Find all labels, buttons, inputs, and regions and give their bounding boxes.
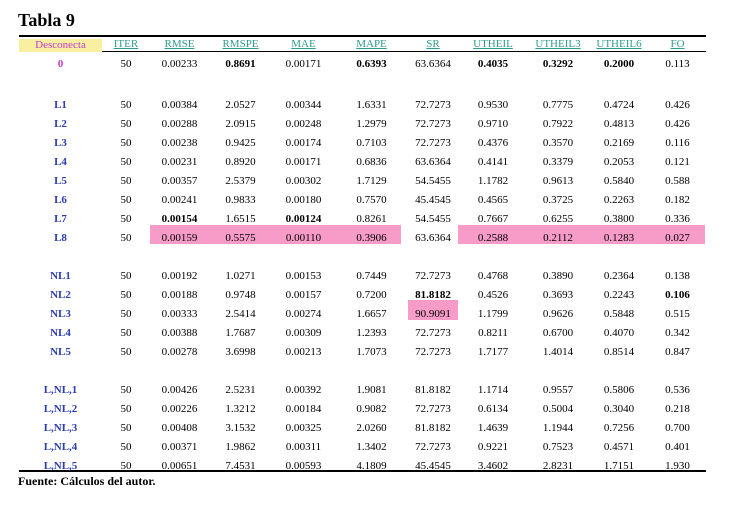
- table-cell: 0.9082: [356, 403, 387, 415]
- table-cell: 0.3693: [542, 289, 574, 301]
- table-cell: 1.7687: [225, 327, 256, 339]
- table-cell: 0.6393: [356, 58, 387, 70]
- table-cell: 0.4070: [603, 327, 635, 339]
- column-header-4: MAE: [291, 38, 316, 50]
- table-cell: 2.8231: [542, 460, 574, 472]
- table-cell: 0.00110: [285, 232, 322, 244]
- table-cell: 0.00388: [161, 327, 198, 339]
- table-cell: 0.5575: [225, 232, 256, 244]
- row-label: 0: [57, 58, 64, 70]
- table-cell: 0.8691: [225, 58, 256, 70]
- table-cell: 50: [120, 175, 132, 187]
- table-cell: 1.6657: [356, 308, 387, 320]
- row-label: NL4: [50, 327, 71, 339]
- table-cell: 50: [120, 441, 132, 453]
- table-cell: 0.00153: [285, 270, 322, 282]
- table-cell: 0.336: [665, 213, 690, 225]
- row-label: L,NL,2: [43, 403, 78, 415]
- table-cell: 0.9221: [477, 441, 509, 453]
- table-cell: 0.8261: [356, 213, 387, 225]
- table-cell: 90.9091: [415, 308, 451, 320]
- table-cell: 1.7073: [356, 346, 387, 358]
- table-cell: 0.6836: [356, 156, 387, 168]
- table-cell: 0.5004: [542, 403, 574, 415]
- table-cell: 0.4035: [477, 58, 509, 70]
- table-cell: 0.00408: [161, 422, 198, 434]
- table-cell: 81.8182: [415, 422, 451, 434]
- table-cell: 0.116: [665, 137, 690, 149]
- row-label: NL5: [50, 346, 71, 358]
- row-label: L,NL,3: [43, 422, 78, 434]
- table-cell: 0.9710: [477, 118, 509, 130]
- table-cell: 0.2112: [543, 232, 573, 244]
- row-label: L,NL,5: [43, 460, 78, 472]
- table-cell: 72.7273: [415, 99, 451, 111]
- table-cell: 0.00241: [161, 194, 198, 206]
- table-cell: 50: [120, 327, 132, 339]
- table-cell: 0.00302: [285, 175, 322, 187]
- row-label: L8: [54, 232, 67, 244]
- table-cell: 0.426: [665, 118, 690, 130]
- table-cell: 0.3906: [356, 232, 387, 244]
- table-cell: 63.6364: [415, 58, 451, 70]
- table-cell: 0.9557: [542, 384, 574, 396]
- table-cell: 0.00333: [161, 308, 198, 320]
- row-label: L7: [54, 213, 67, 225]
- table-cell: 0.2000: [603, 58, 635, 70]
- table-cell: 50: [120, 270, 132, 282]
- table-cell: 1.0271: [225, 270, 256, 282]
- table-cell: 63.6364: [415, 156, 451, 168]
- table-cell: 0.00171: [285, 156, 322, 168]
- table-cell: 0.342: [665, 327, 690, 339]
- table-cell: 0.588: [665, 175, 690, 187]
- table-cell: 72.7273: [415, 137, 451, 149]
- table-cell: 1.6515: [225, 213, 256, 225]
- table-cell: 0.138: [665, 270, 690, 282]
- table-cell: 0.6255: [542, 213, 574, 225]
- row-label: L1: [54, 99, 67, 111]
- table-cell: 0.847: [665, 346, 690, 358]
- row-label: L2: [54, 118, 67, 130]
- table-cell: 0.00288: [161, 118, 198, 130]
- table-cell: 50: [120, 156, 132, 168]
- table-cell: 0.4813: [603, 118, 635, 130]
- table-cell: 1.7129: [356, 175, 387, 187]
- table-cell: 1.9862: [225, 441, 256, 453]
- table-cell: 72.7273: [415, 270, 451, 282]
- source-note: Fuente: Cálculos del autor.: [18, 474, 156, 488]
- table-cell: 0.00344: [285, 99, 322, 111]
- table-cell: 0.00180: [285, 194, 322, 206]
- table-cell: 1.2393: [356, 327, 387, 339]
- row-label: NL2: [50, 289, 71, 301]
- table-cell: 0.5840: [603, 175, 635, 187]
- table-cell: 0.00309: [285, 327, 322, 339]
- table-cell: 1.4639: [477, 422, 509, 434]
- table-cell: 0.2243: [603, 289, 635, 301]
- row-label: L6: [54, 194, 67, 206]
- table-cell: 3.1532: [225, 422, 256, 434]
- table-cell: 0.027: [665, 232, 690, 244]
- table-cell: 0.8920: [225, 156, 256, 168]
- row-label: NL1: [50, 270, 71, 282]
- column-header-2: RMSE: [164, 38, 195, 50]
- table-cell: 0.4565: [477, 194, 509, 206]
- table-title: Tabla 9: [18, 10, 75, 30]
- table-cell: 0.426: [665, 99, 690, 111]
- column-header-9: UTHEIL6: [596, 38, 642, 50]
- table-cell: 0.7667: [477, 213, 509, 225]
- table-cell: 0.4571: [603, 441, 635, 453]
- row-label: L4: [54, 156, 67, 168]
- table-cell: 50: [120, 384, 132, 396]
- table-cell: 1.9081: [356, 384, 387, 396]
- table-cell: 72.7273: [415, 327, 451, 339]
- table-cell: 0.00311: [285, 441, 322, 453]
- table-cell: 2.0260: [356, 422, 387, 434]
- table-cell: 1.6331: [356, 99, 387, 111]
- table-cell: 0.00174: [285, 137, 322, 149]
- table-cell: 0.00278: [161, 346, 198, 358]
- table-cell: 54.5455: [415, 213, 451, 225]
- table-cell: 50: [120, 289, 132, 301]
- table-cell: 4.1809: [356, 460, 387, 472]
- table-cell: 0.00392: [285, 384, 322, 396]
- table-cell: 0.9530: [477, 99, 509, 111]
- table-cell: 0.9425: [225, 137, 256, 149]
- table-cell: 1.3212: [225, 403, 256, 415]
- table-cell: 0.00184: [285, 403, 322, 415]
- table-cell: 0.9748: [225, 289, 256, 301]
- table-cell: 45.4545: [415, 194, 451, 206]
- table-cell: 50: [120, 460, 132, 472]
- table-cell: 50: [120, 213, 132, 225]
- table-cell: 1.7177: [477, 346, 509, 358]
- table-cell: 0.2053: [603, 156, 635, 168]
- table-cell: 50: [120, 99, 132, 111]
- table-cell: 0.00157: [285, 289, 322, 301]
- table-cell: 0.7570: [356, 194, 387, 206]
- table-cell: 0.7523: [542, 441, 574, 453]
- table-cell: 0.9626: [542, 308, 574, 320]
- table-cell: 2.5414: [225, 308, 256, 320]
- table-cell: 0.401: [665, 441, 690, 453]
- table-cell: 3.4602: [477, 460, 509, 472]
- table-cell: 0.00233: [161, 58, 198, 70]
- table-cell: 0.00124: [285, 213, 322, 225]
- column-header-10: FO: [670, 38, 685, 50]
- table-cell: 81.8182: [415, 384, 451, 396]
- table-cell: 50: [120, 232, 132, 244]
- table-cell: 0.7256: [603, 422, 635, 434]
- table-cell: 0.00171: [285, 58, 322, 70]
- table-cell: 0.218: [665, 403, 690, 415]
- table-cell: 0.00192: [161, 270, 198, 282]
- table-cell: 0.3040: [603, 403, 635, 415]
- table-cell: 63.6364: [415, 232, 451, 244]
- table-cell: 1.2979: [356, 118, 387, 130]
- table-cell: 0.113: [665, 58, 690, 70]
- table-cell: 0.00593: [285, 460, 322, 472]
- column-header-7: UTHEIL: [473, 38, 513, 50]
- table-cell: 0.4768: [477, 270, 509, 282]
- table-cell: 0.00238: [161, 137, 198, 149]
- table-cell: 1.1714: [477, 384, 509, 396]
- table-cell: 0.00325: [285, 422, 322, 434]
- table-cell: 72.7273: [415, 441, 451, 453]
- table-cell: 0.5806: [603, 384, 635, 396]
- table-cell: 0.6134: [477, 403, 509, 415]
- table-cell: 0.9833: [225, 194, 256, 206]
- table-cell: 0.3725: [542, 194, 574, 206]
- table-cell: 0.7449: [356, 270, 387, 282]
- table-cell: 0.9613: [542, 175, 574, 187]
- data-table: [19, 35, 706, 472]
- table-cell: 50: [120, 118, 132, 130]
- row-label: L3: [54, 137, 67, 149]
- table-cell: 0.00154: [161, 213, 198, 225]
- table-cell: 81.8182: [415, 289, 451, 301]
- table-cell: 0.00213: [285, 346, 322, 358]
- table-cell: 0.121: [665, 156, 690, 168]
- table-cell: 1.4014: [542, 346, 574, 358]
- table-cell: 0.00248: [285, 118, 322, 130]
- table-cell: 50: [120, 403, 132, 415]
- table-cell: 3.6998: [225, 346, 256, 358]
- table-cell: 0.3292: [542, 58, 574, 70]
- table-cell: 50: [120, 422, 132, 434]
- row-label: NL3: [50, 308, 71, 320]
- table-cell: 0.2588: [477, 232, 509, 244]
- row-label: L,NL,4: [43, 441, 78, 453]
- table-cell: 45.4545: [415, 460, 451, 472]
- table-cell: 0.2263: [603, 194, 635, 206]
- column-header-5: MAPE: [356, 38, 387, 50]
- table-cell: 0.106: [665, 289, 690, 301]
- table-cell: 72.7273: [415, 118, 451, 130]
- table-cell: 0.00159: [161, 232, 198, 244]
- table-cell: 54.5455: [415, 175, 451, 187]
- row-label: L,NL,1: [43, 384, 78, 396]
- table-cell: 1.930: [665, 460, 690, 472]
- table-cell: 50: [120, 308, 132, 320]
- table-cell: 0.8211: [478, 327, 508, 339]
- top-rule: [19, 35, 706, 37]
- table-cell: 0.6700: [542, 327, 574, 339]
- table-cell: 7.4531: [225, 460, 256, 472]
- table-cell: 50: [120, 137, 132, 149]
- table-cell: 0.2169: [603, 137, 635, 149]
- table-cell: 0.3379: [542, 156, 574, 168]
- table-cell: 0.7775: [542, 99, 574, 111]
- table-cell: 0.1283: [603, 232, 635, 244]
- column-header-0: Desconecta: [19, 39, 102, 52]
- table-cell: 0.536: [665, 384, 690, 396]
- table-cell: 0.4141: [477, 156, 509, 168]
- table-cell: 0.3570: [542, 137, 574, 149]
- table-cell: 0.3800: [603, 213, 635, 225]
- table-cell: 0.2364: [603, 270, 635, 282]
- table-cell: 72.7273: [415, 346, 451, 358]
- table-cell: 2.5231: [225, 384, 256, 396]
- table-cell: 0.182: [665, 194, 690, 206]
- table-cell: 0.7200: [356, 289, 387, 301]
- table-cell: 0.7922: [542, 118, 574, 130]
- table-cell: 0.4526: [477, 289, 509, 301]
- table-cell: 2.0915: [225, 118, 256, 130]
- table-cell: 0.00426: [161, 384, 198, 396]
- table-cell: 0.00231: [161, 156, 198, 168]
- table-cell: 0.4376: [477, 137, 509, 149]
- table-cell: 1.1944: [542, 422, 574, 434]
- column-header-8: UTHEIL3: [535, 38, 581, 50]
- table-cell: 0.8514: [603, 346, 635, 358]
- table-cell: 0.700: [665, 422, 690, 434]
- table-cell: 2.5379: [225, 175, 256, 187]
- table-cell: 0.3890: [542, 270, 574, 282]
- table-cell: 2.0527: [225, 99, 256, 111]
- column-header-1: ITER: [113, 38, 139, 50]
- table-cell: 50: [120, 58, 132, 70]
- table-cell: 0.00188: [161, 289, 198, 301]
- table-cell: 50: [120, 346, 132, 358]
- table-cell: 1.7151: [603, 460, 635, 472]
- column-header-3: RMSPE: [222, 38, 259, 50]
- table-cell: 0.00274: [285, 308, 322, 320]
- row-label: L5: [54, 175, 67, 187]
- column-header-6: SR: [426, 38, 440, 50]
- table-cell: 1.3402: [356, 441, 387, 453]
- table-cell: 0.00384: [161, 99, 198, 111]
- table-cell: 0.00357: [161, 175, 198, 187]
- table-cell: 1.1782: [477, 175, 509, 187]
- table-cell: 0.5848: [603, 308, 635, 320]
- table-cell: 0.00651: [161, 460, 198, 472]
- table-cell: 72.7273: [415, 403, 451, 415]
- table-cell: 0.7103: [356, 137, 387, 149]
- table-cell: 50: [120, 194, 132, 206]
- table-cell: 0.4724: [603, 99, 635, 111]
- table-cell: 0.515: [665, 308, 690, 320]
- table-cell: 1.1799: [477, 308, 509, 320]
- table-cell: 0.00371: [161, 441, 198, 453]
- table-cell: 0.00226: [161, 403, 198, 415]
